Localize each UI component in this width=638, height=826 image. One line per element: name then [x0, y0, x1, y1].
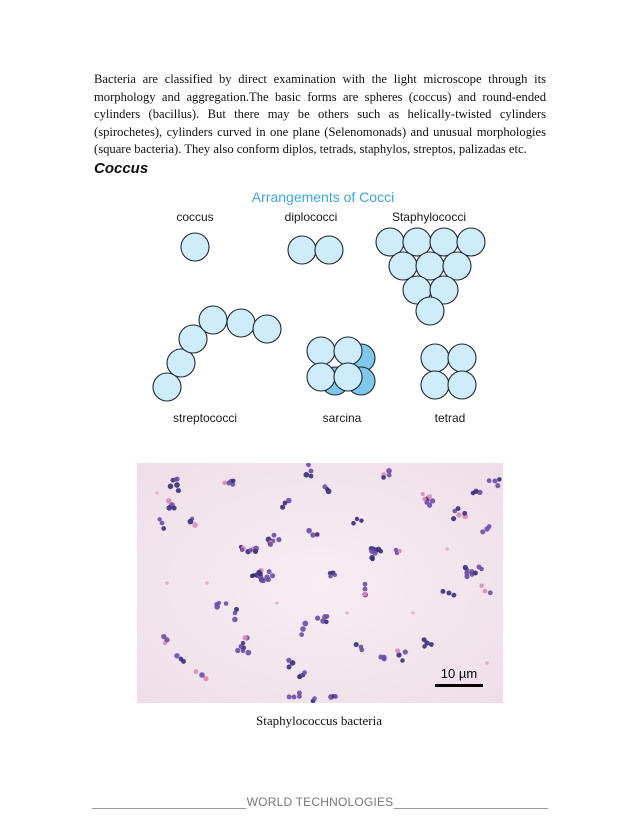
label-streptococci: streptococci	[172, 411, 238, 425]
stained-coccus	[173, 477, 177, 481]
stained-coccus	[253, 549, 258, 554]
coccus-cell	[181, 233, 209, 261]
coccus-group	[181, 233, 209, 261]
stained-coccus	[222, 481, 227, 486]
page-footer	[92, 795, 548, 809]
stained-coccus	[260, 578, 266, 584]
stained-coccus	[479, 567, 484, 572]
stained-coccus	[363, 587, 368, 592]
stained-coccus	[188, 519, 194, 525]
stained-coccus	[299, 632, 304, 637]
scale-bar	[435, 684, 483, 687]
stained-coccus	[164, 637, 169, 642]
stained-coccus	[355, 517, 359, 521]
stained-coccus	[326, 488, 332, 494]
label-staphylococci: Staphylococci	[391, 210, 467, 224]
stained-coccus	[333, 573, 337, 577]
stained-coccus	[241, 649, 245, 653]
coccus-cell	[199, 306, 227, 334]
stained-coccus	[429, 642, 434, 647]
stained-coccus	[363, 582, 368, 587]
stained-coccus	[473, 570, 478, 575]
stained-coccus	[258, 572, 263, 577]
footer-rule-left	[92, 796, 246, 809]
stained-coccus	[403, 649, 408, 654]
debris-speck	[345, 611, 348, 614]
stained-coccus	[302, 621, 308, 627]
coccus-cell	[288, 236, 316, 264]
staphylococci-group	[376, 228, 485, 325]
stained-coccus	[308, 468, 313, 473]
stained-coccus	[240, 548, 245, 553]
stained-coccus	[168, 484, 174, 490]
debris-speck	[445, 547, 448, 550]
stained-coccus	[266, 577, 271, 582]
stained-coccus	[300, 626, 306, 632]
stained-coccus	[422, 644, 426, 648]
stained-coccus	[422, 497, 426, 501]
stained-coccus	[194, 669, 199, 674]
diagram-title: Arrangements of Cocci	[251, 189, 395, 205]
stained-coccus	[232, 617, 238, 623]
stained-coccus	[181, 659, 186, 664]
stained-coccus	[246, 650, 252, 656]
stained-coccus	[354, 642, 359, 647]
coccus-cell	[430, 228, 458, 256]
stained-coccus	[451, 593, 456, 598]
coccus-cell	[416, 252, 444, 280]
stained-coccus	[483, 589, 488, 594]
sarcina-front-cell	[334, 337, 362, 365]
sarcina-front-cell	[307, 363, 335, 391]
coccus-cell	[315, 236, 343, 264]
stained-coccus	[287, 694, 292, 699]
coccus-cell	[153, 373, 181, 401]
stained-coccus	[239, 644, 244, 649]
stained-coccus	[381, 475, 386, 480]
stained-coccus	[286, 658, 291, 663]
stained-coccus	[251, 573, 255, 577]
stained-coccus	[176, 488, 181, 493]
figure-caption: Staphylococcus bacteria	[256, 713, 382, 728]
label-sarcina: sarcina	[322, 411, 362, 425]
stained-coccus	[452, 509, 457, 514]
stained-coccus	[421, 492, 425, 496]
sarcina-front-cell	[307, 337, 335, 365]
stained-coccus	[427, 494, 432, 499]
stained-coccus	[480, 529, 485, 534]
stained-coccus	[248, 548, 253, 553]
cell-cluster	[362, 582, 368, 598]
stained-coccus	[359, 519, 363, 523]
stained-coccus	[400, 658, 404, 662]
stained-coccus	[224, 601, 229, 606]
intro-paragraph: Bacteria are classified by direct examination with the light microscope through its morphology and aggregation.The basic forms are spheres (coccus) and round-ended cylinders (bacillus). But there may be others such as helically-twisted cylinders (spirochetes), cylinders curved in one plane (Selenomonads) and unusual morphologies (square bacteria). They also conform diplos, tetrads, staphylos, streptos, palizadas etc.	[94, 72, 546, 157]
stained-coccus	[395, 648, 400, 653]
stained-coccus	[297, 694, 302, 699]
stained-coccus	[464, 574, 469, 579]
stained-coccus	[371, 557, 375, 561]
stained-coccus	[376, 547, 382, 553]
coccus-cell	[443, 252, 471, 280]
stained-coccus	[267, 569, 272, 574]
stained-coccus	[272, 533, 277, 538]
stained-coccus	[231, 479, 235, 483]
stained-coccus	[451, 516, 456, 521]
debris-speck	[205, 581, 208, 584]
stained-coccus	[325, 614, 330, 619]
section-heading-coccus: Coccus	[94, 160, 149, 177]
stained-coccus	[387, 473, 392, 478]
stained-coccus	[394, 548, 398, 552]
debris-speck	[411, 611, 414, 614]
stained-coccus	[203, 676, 208, 681]
stained-coccus	[324, 620, 329, 625]
diplococci-group	[288, 236, 343, 264]
sarcina-group	[307, 337, 375, 395]
stained-coccus	[359, 648, 364, 653]
stained-coccus	[287, 665, 292, 670]
stained-coccus	[315, 532, 319, 536]
coccus-cell	[448, 371, 476, 399]
stained-coccus	[297, 674, 302, 679]
stained-coccus	[322, 484, 327, 489]
debris-speck	[485, 661, 488, 664]
stained-coccus	[462, 511, 467, 516]
stained-coccus	[488, 590, 493, 595]
label-diplococci: diplococci	[284, 210, 338, 224]
stained-coccus	[495, 483, 500, 488]
stained-coccus	[286, 498, 292, 504]
stained-coccus	[270, 573, 275, 578]
stained-coccus	[328, 574, 333, 579]
stained-coccus	[362, 592, 367, 597]
streptococci-group	[153, 306, 281, 401]
coccus-cell	[253, 315, 281, 343]
stained-coccus	[214, 602, 218, 606]
stained-coccus	[243, 635, 248, 640]
stained-coccus	[315, 616, 320, 621]
stained-coccus	[487, 478, 492, 483]
stained-coccus	[312, 696, 317, 701]
footer-text: WORLD TECHNOLOGIES	[246, 795, 394, 809]
stained-coccus	[166, 498, 172, 504]
coccus-cell	[403, 228, 431, 256]
stained-coccus	[172, 506, 177, 511]
stained-coccus	[382, 657, 387, 662]
stained-coccus	[309, 474, 314, 479]
stained-coccus	[304, 472, 310, 478]
stained-coccus	[166, 505, 172, 511]
cocci-arrangement-diagram	[145, 186, 505, 426]
coccus-cell	[421, 371, 449, 399]
stained-coccus	[157, 517, 161, 521]
staphylococcus-micrograph	[137, 463, 503, 703]
stained-coccus	[492, 478, 497, 483]
label-coccus: coccus	[176, 210, 214, 224]
debris-speck	[155, 491, 158, 494]
stained-coccus	[235, 648, 240, 653]
stained-coccus	[310, 532, 315, 537]
coccus-cell	[389, 252, 417, 280]
debris-speck	[165, 581, 168, 584]
stained-coccus	[174, 482, 180, 488]
stained-coccus	[333, 694, 338, 699]
stained-coccus	[456, 512, 461, 517]
stained-coccus	[302, 670, 307, 675]
coccus-cell	[421, 344, 449, 372]
stained-coccus	[422, 637, 427, 642]
stained-coccus	[351, 521, 356, 526]
stained-coccus	[234, 607, 239, 612]
debris-speck	[275, 601, 278, 604]
stained-coccus	[292, 695, 297, 700]
stained-coccus	[192, 522, 198, 528]
coccus-cell	[376, 228, 404, 256]
stained-coccus	[306, 528, 312, 534]
stained-coccus	[446, 590, 451, 595]
stained-coccus	[441, 589, 446, 594]
stained-coccus	[276, 537, 281, 542]
footer-rule-right	[394, 796, 548, 809]
stained-coccus	[369, 548, 375, 554]
sarcina-front-cell	[334, 363, 362, 391]
stained-coccus	[174, 653, 179, 658]
stained-coccus	[487, 524, 492, 529]
stained-coccus	[473, 489, 478, 494]
stained-coccus	[268, 542, 273, 547]
stained-coccus	[497, 477, 502, 482]
stained-coccus	[160, 521, 165, 526]
stained-coccus	[280, 505, 285, 510]
stained-coccus	[161, 526, 166, 531]
coccus-cell	[227, 309, 255, 337]
scale-bar-label: 10 µm	[440, 666, 478, 681]
coccus-cell	[457, 228, 485, 256]
stained-coccus	[463, 565, 468, 570]
stained-coccus	[480, 584, 484, 588]
label-tetrad: tetrad	[434, 411, 466, 425]
tetrad-group	[421, 344, 476, 399]
stained-coccus	[430, 498, 435, 503]
coccus-cell	[448, 344, 476, 372]
coccus-cell	[416, 297, 444, 325]
